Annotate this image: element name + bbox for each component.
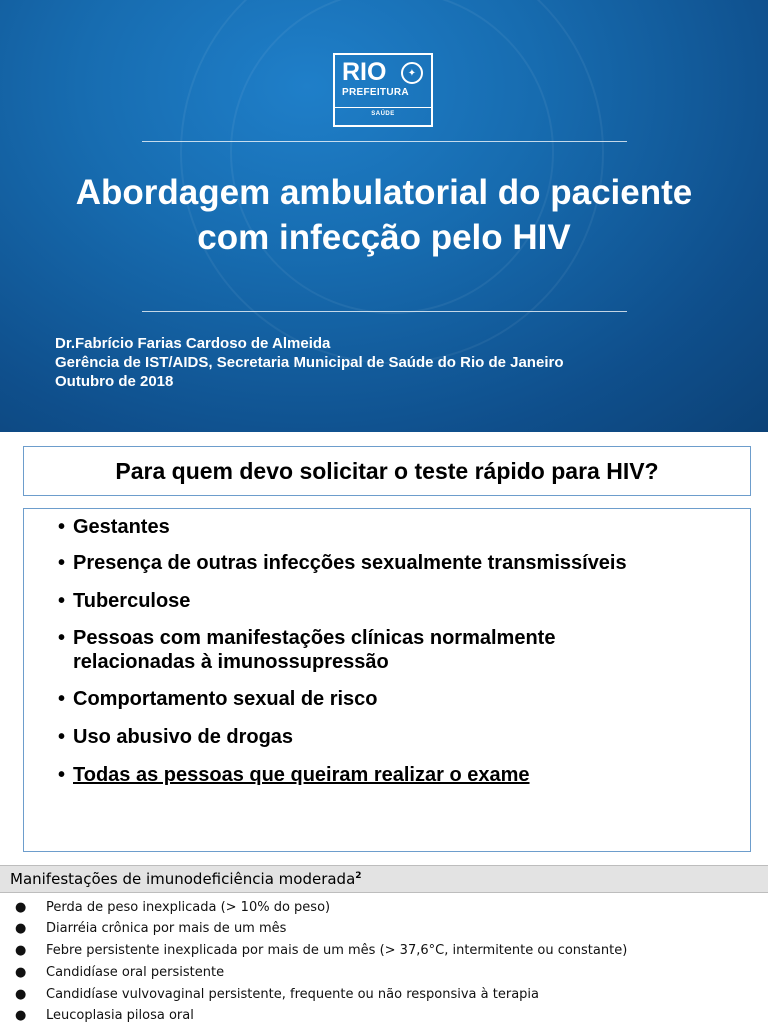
bullet-icon: •	[58, 552, 66, 574]
table-row-text: Candidíase oral persistente	[46, 965, 225, 980]
list-item	[58, 626, 555, 674]
list-item-text: Gestantes	[73, 516, 170, 538]
list-item-text: Pessoas com manifestações clínicas normalmente	[73, 627, 556, 649]
table-header-text	[10, 870, 362, 888]
bullet-icon: ●	[15, 900, 27, 915]
footnote-marker: 2	[355, 871, 362, 881]
bullet-icon: ●	[15, 1008, 27, 1023]
city-seal-icon: ✦	[401, 62, 423, 84]
table-row-text: Candidíase vulvovaginal persistente, frequente ou não responsiva à terapia	[46, 987, 539, 1002]
table-row-text: Diarréia crônica por mais de um mês	[46, 921, 287, 936]
bullet-icon: •	[58, 726, 66, 748]
logo-rio-text: RIO	[342, 58, 387, 86]
title-rule-bottom	[142, 311, 627, 312]
bullet-icon: ●	[15, 965, 27, 980]
bullet-icon: ●	[15, 987, 27, 1002]
list-item-text: Presença de outras infecções sexualmente transmissíveis	[73, 552, 627, 574]
list-item	[58, 515, 170, 539]
list-item-text: Tuberculose	[73, 590, 191, 612]
presentation-date: Outubro de 2018	[55, 373, 174, 390]
title-slide	[0, 0, 768, 432]
author-affiliation: Gerência de IST/AIDS, Secretaria Municipal de Saúde do Rio de Janeiro	[55, 354, 564, 371]
logo-divider	[335, 107, 431, 108]
author-block	[55, 334, 563, 391]
table-row-text: Leucoplasia pilosa oral	[46, 1008, 194, 1023]
title-line-2: com infecção pelo HIV	[197, 218, 571, 257]
bullet-icon: •	[58, 688, 66, 710]
bullet-icon: •	[58, 516, 66, 538]
list-item-text: Comportamento sexual de risco	[73, 688, 378, 710]
list-item	[58, 551, 627, 575]
table-header-label: Manifestações de imunodeficiência moderada	[10, 870, 356, 888]
logo-prefeitura-text: PREFEITURA	[342, 87, 409, 98]
rio-prefeitura-logo	[333, 53, 433, 127]
question-box	[23, 446, 751, 496]
bullet-icon: ●	[15, 943, 27, 958]
author-name: Dr.Fabrício Farias Cardoso de Almeida	[55, 335, 331, 352]
criteria-list	[23, 508, 751, 852]
list-item	[58, 763, 530, 787]
question-text: Para quem devo solicitar o teste rápido para HIV?	[115, 457, 659, 484]
list-item-text: Uso abusivo de drogas	[73, 726, 294, 748]
title-rule-top	[142, 141, 627, 142]
presentation-title	[0, 170, 768, 260]
table-header	[0, 865, 768, 893]
list-item	[58, 725, 293, 749]
list-item-text-underlined: Todas as pessoas que queiram realizar o exame	[73, 764, 530, 786]
table-row-text: Febre persistente inexplicada por mais de um mês (> 37,6°C, intermitente ou constante)	[46, 943, 628, 958]
background-seal-watermark-inner	[230, 0, 554, 314]
bullet-icon: •	[58, 627, 66, 649]
list-item	[58, 687, 378, 711]
list-item	[58, 589, 190, 613]
title-line-1: Abordagem ambulatorial do paciente	[75, 173, 693, 212]
bullet-icon: •	[58, 590, 66, 612]
list-item-text-continued: relacionadas à imunossupressão	[73, 651, 389, 673]
table-row-text: Perda de peso inexplicada (> 10% do peso)	[46, 900, 331, 915]
logo-saude-text: SAÚDE	[371, 111, 395, 117]
bullet-icon: •	[58, 764, 66, 786]
bullet-icon: ●	[15, 921, 27, 936]
